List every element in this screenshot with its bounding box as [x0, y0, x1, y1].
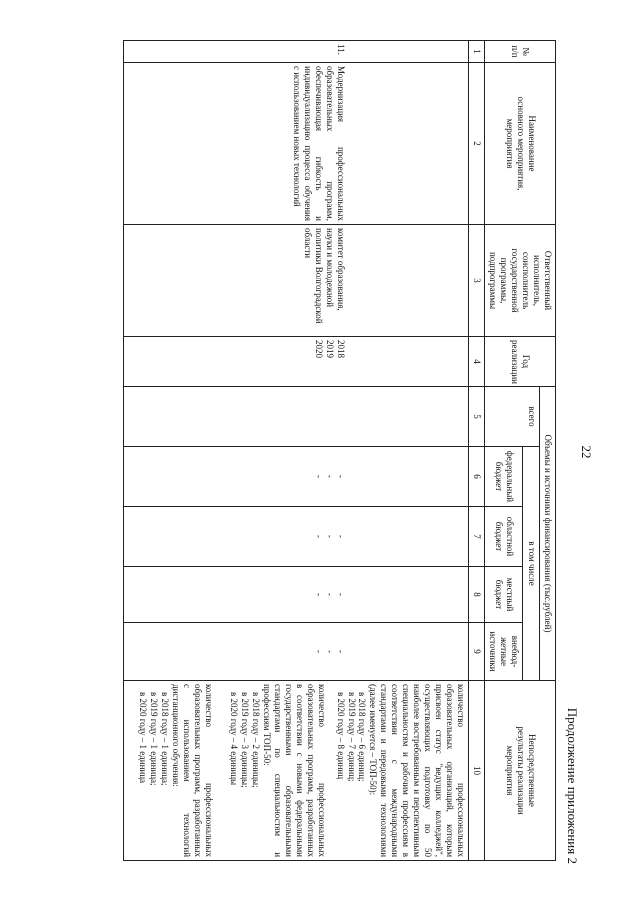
row-executor: комитет образования, науки и молодежной политики Волгоградской области [303, 228, 347, 324]
results-top-text: количество профессиональных образовательных организаций, которым присвоен статус "ведущих колледжей", осуществляющих подготовку по 50 наиболее востребованным и перспективным специальностям и рабочим профессиям в соответствии с международными стандартами и передовыми технологиями (далее именуется – ТОП-50): [368, 684, 467, 858]
result-item: в 2020 году – 8 единиц [335, 692, 346, 780]
dash-value: - [325, 535, 336, 538]
result-item: в 2018 году – 2 единицы; [250, 692, 261, 788]
results-text-1: количество профессиональных образовательных программ, разработанных в соответствии с новыми федеральными государственными образовательными стандартами по специальностям и профессиям ТОП-50: [261, 684, 327, 858]
results-top-block [335, 684, 467, 857]
column-number-row [469, 41, 485, 861]
result-item: в 2019 году – 1 единица; [149, 692, 160, 786]
col-number: 2 [469, 63, 485, 225]
result-item: в 2020 году – 4 единицы [228, 692, 239, 786]
result-item: в 2018 году – 6 единиц; [357, 692, 368, 782]
dash-value: - [314, 475, 325, 478]
header-results: Непосредственные результаты реализации мероприятия [485, 681, 556, 861]
col-number: 7 [469, 507, 485, 567]
col-number: 4 [469, 337, 485, 387]
program-table [123, 40, 556, 861]
header-total: всего [485, 387, 540, 447]
results-block-1 [228, 684, 327, 857]
header-year: Год реализации [485, 337, 556, 387]
header-row-1 [540, 41, 556, 861]
results-text-2: количество профессиональных образовательных программ, разработанных с использованием технологий дистанционного обучения: [170, 684, 214, 858]
col-number: 5 [469, 387, 485, 447]
table-row [124, 41, 469, 861]
dash-value: - [336, 535, 347, 538]
result-item: в 2019 году – 7 единиц; [346, 692, 357, 782]
dash-value: - [314, 650, 325, 653]
row-number-value: 11. [336, 44, 347, 55]
header-federal: федеральный бюджет [485, 447, 523, 507]
col-number: 6 [469, 447, 485, 507]
appendix-label: Продолжение приложения 2 [565, 707, 580, 864]
page-number: 22 [579, 445, 594, 459]
header-offbudget: внебюд- жетные источники [485, 623, 523, 681]
col-number: 8 [469, 567, 485, 623]
results-cell [124, 681, 469, 861]
dash-value: - [325, 475, 336, 478]
year-value: 2019 [325, 340, 336, 358]
result-item: в 2020 году – 1 единица [138, 692, 149, 784]
row-name-cell [124, 63, 469, 225]
header-funding: Объемы и источники финансирования (тыс.рублей) [540, 387, 556, 681]
total-cell [124, 387, 469, 447]
header-num: № п/п [485, 41, 556, 63]
dash-value: - [314, 593, 325, 596]
row-years-cell [124, 337, 469, 387]
header-local: местный бюджет [485, 567, 523, 623]
col-number: 9 [469, 623, 485, 681]
row-name: Модернизация профессиональных образовательных программ, обеспечивающая гибкость и индивидуализацию процесса обучения с использованием новых технологий [292, 66, 347, 221]
rotated-page [40, 22, 600, 882]
dash-value: - [336, 475, 347, 478]
header-name: Наименование основного мероприятия, мероприятия [485, 63, 556, 225]
local-cell [124, 567, 469, 623]
year-value: 2020 [314, 340, 325, 358]
row-number [124, 41, 469, 63]
federal-cell [124, 447, 469, 507]
regional-cell [124, 507, 469, 567]
year-value: 2018 [336, 340, 347, 358]
col-number: 10 [469, 681, 485, 861]
dash-value: - [336, 650, 347, 653]
col-number: 3 [469, 225, 485, 337]
dash-value: - [325, 650, 336, 653]
header-regional: областной бюджет [485, 507, 523, 567]
dash-value: - [325, 593, 336, 596]
row-executor-cell [124, 225, 469, 337]
results-block-2 [137, 684, 214, 857]
result-item: в 2018 году – 1 единица; [160, 692, 170, 786]
col-number: 1 [469, 41, 485, 63]
dash-value: - [336, 593, 347, 596]
result-item: в 2019 году – 3 единицы; [239, 692, 250, 788]
dash-value: - [314, 535, 325, 538]
header-including: в том числе [523, 447, 540, 681]
header-executor: Ответственный исполнитель, соисполнитель государственной программы, подпрограммы [485, 225, 556, 337]
offbudget-cell [124, 623, 469, 681]
